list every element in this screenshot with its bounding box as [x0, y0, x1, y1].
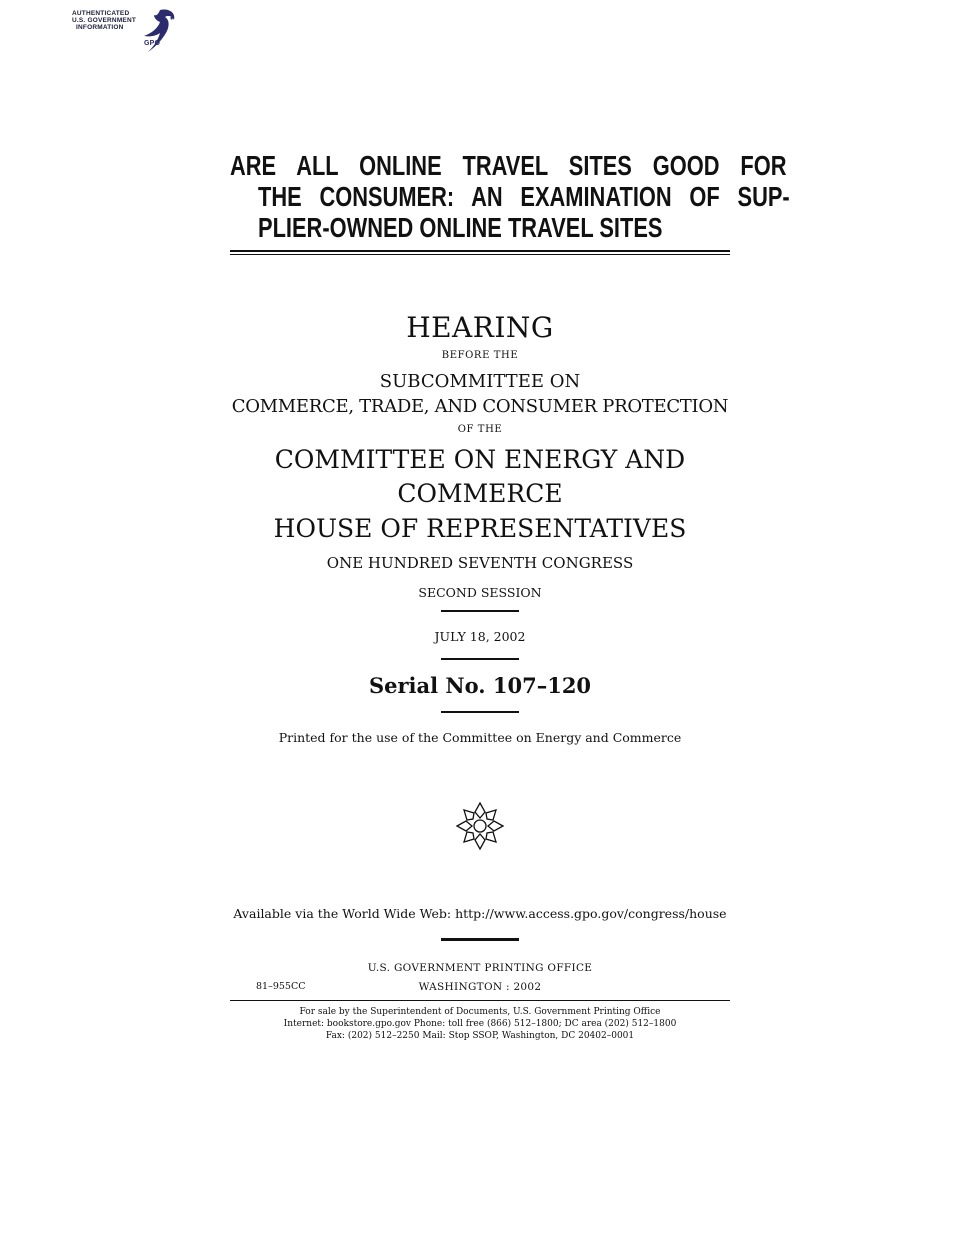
committee-line-2: COMMERCE — [397, 479, 563, 508]
logo-text-authenticated: AUTHENTICATED — [72, 10, 130, 17]
hearing-heading: HEARING — [406, 311, 554, 344]
ornament-icon — [454, 800, 506, 852]
session-rule — [441, 610, 519, 612]
session-label: SECOND SESSION — [418, 585, 542, 600]
logo-text-gpo: GPO — [144, 40, 161, 47]
congress-label: ONE HUNDRED SEVENTH CONGRESS — [326, 554, 634, 572]
logo-text-information: INFORMATION — [76, 24, 124, 31]
printed-for-note: Printed for the use of the Committee on Energy and Commerce — [278, 730, 682, 745]
serial-rule — [441, 711, 519, 713]
subcommittee-name: COMMERCE, TRADE, AND CONSUMER PROTECTION — [231, 396, 729, 417]
committee-line-1: COMMITTEE ON ENERGY AND — [274, 445, 686, 474]
printing-office: U.S. GOVERNMENT PRINTING OFFICE — [367, 962, 593, 974]
before-the-label: BEFORE THE — [441, 350, 519, 361]
imprint-location: WASHINGTON : 2002 — [418, 981, 542, 993]
gpo-authentication-logo — [70, 6, 190, 62]
title-rule-top — [230, 250, 730, 252]
title-line-2: THE CONSUMER: AN EXAMINATION OF SUP- — [258, 181, 790, 212]
sale-info-line-2: Internet: bookstore.gpo.gov Phone: toll free (866) 512–1800; DC area (202) 512–1800 — [283, 1019, 677, 1029]
imprint-rule — [230, 1000, 730, 1001]
eagle-icon — [130, 6, 182, 62]
title-line-1: ARE ALL ONLINE TRAVEL SITES GOOD FOR — [230, 150, 787, 181]
logo-text-government: U.S. GOVERNMENT — [72, 17, 137, 24]
title-line-3: PLIER-OWNED ONLINE TRAVEL SITES — [258, 212, 663, 243]
of-the-label: OF THE — [457, 424, 503, 435]
house-label: HOUSE OF REPRESENTATIVES — [273, 514, 687, 543]
sale-info-line-3: Fax: (202) 512–2250 Mail: Stop SSOP, Washington, DC 20402–0001 — [325, 1031, 635, 1041]
subcommittee-label: SUBCOMMITTEE ON — [379, 371, 581, 392]
date-rule — [441, 658, 519, 660]
job-number: 81–955CC — [256, 981, 306, 992]
availability-rule — [441, 938, 519, 941]
hearing-date: JULY 18, 2002 — [434, 629, 526, 644]
title-rule-bottom — [230, 254, 730, 255]
sale-info-line-1: For sale by the Superintendent of Documents, U.S. Government Printing Office — [299, 1007, 661, 1017]
serial-number: Serial No. 107–120 — [368, 673, 592, 698]
availability-note: Available via the World Wide Web: http://www.access.gpo.gov/congress/house — [233, 906, 727, 921]
